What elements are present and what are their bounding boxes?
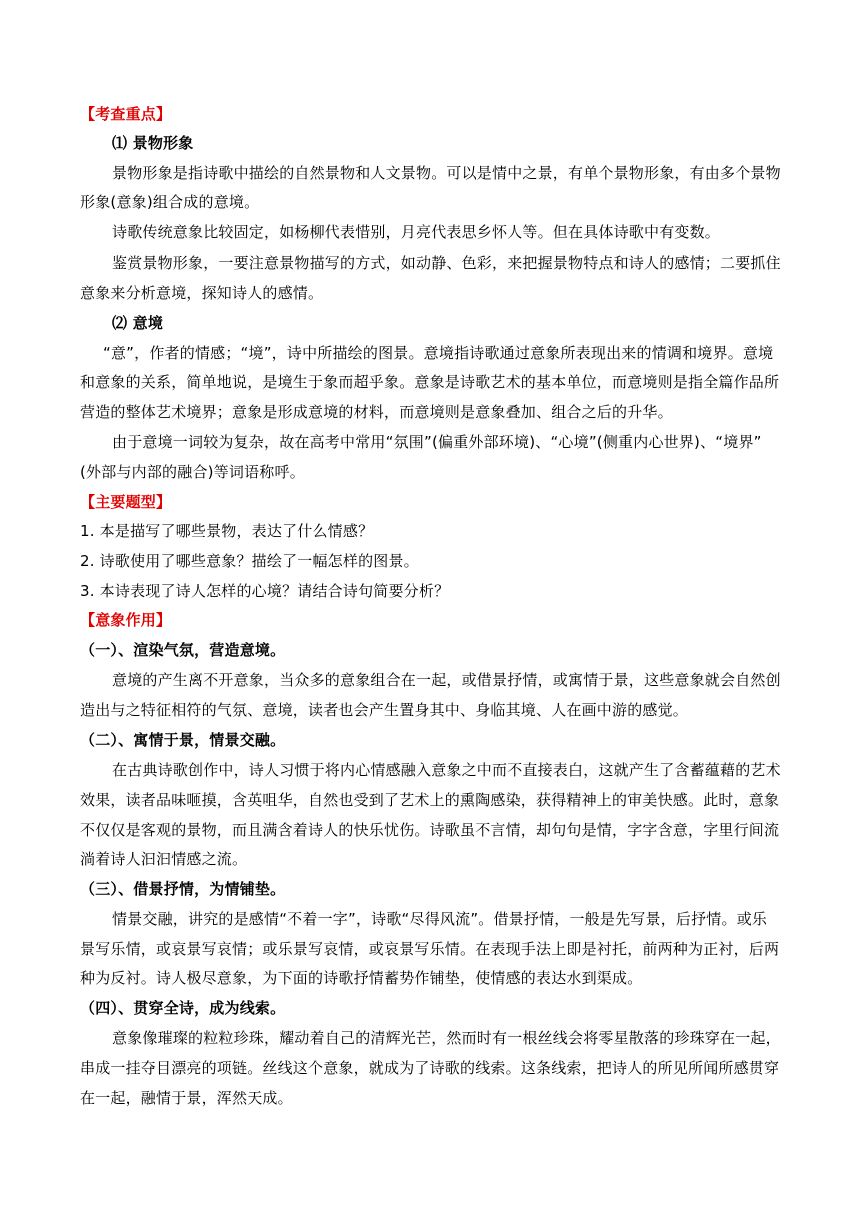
paragraph-line: 在一起，融情于景，浑然天成。 bbox=[80, 1089, 293, 1107]
function-title-2: （二）、寓情于景，情景交融。 bbox=[80, 731, 286, 749]
paragraph-line: 和意象的关系，简单地说，是境生于象而超乎象。意象是诗歌艺术的基本单位，而意境则是指全篇作品所 bbox=[80, 373, 780, 391]
paragraph-line: 造出与之特征相符的气氛、意境，读者也会产生置身其中、身临其境、人在画中游的感觉。 bbox=[80, 701, 689, 719]
paragraph-line: (外部与内部的融合)等词语称呼。 bbox=[80, 463, 305, 481]
subheading-scenery-image: ⑴ 景物形象 bbox=[112, 134, 194, 152]
paragraph-line: 不仅仅是客观的景物，而且满含着诗人的快乐忧伤。诗歌虽不言情，却句句是情，字字含意，字里行间流 bbox=[80, 821, 780, 839]
paragraph-line: 鉴赏景物形象，一要注意景物描写的方式，如动静、色彩，来把握景物特点和诗人的感情；二要抓住 bbox=[112, 254, 781, 272]
paragraph-line: 诗歌传统意象比较固定，如杨柳代表惜别，月亮代表思乡怀人等。但在具体诗歌中有变数。 bbox=[112, 223, 721, 241]
paragraph-line: 景物形象是指诗歌中描绘的自然景物和人文景物。可以是情中之景，有单个景物形象，有由多个景物 bbox=[112, 164, 781, 182]
subheading-artistic-conception: ⑵ 意境 bbox=[112, 314, 164, 332]
paragraph-line: 种为反衬。诗人极尽意象，为下面的诗歌抒情蓄势作铺垫，使情感的表达水到渠成。 bbox=[80, 969, 643, 987]
paragraph-line: 在古典诗歌创作中，诗人习惯于将内心情感融入意象之中而不直接表白，这就产生了含蓄蕴藉的艺术 bbox=[112, 761, 781, 779]
section-heading-question-types: 【主要题型】 bbox=[80, 493, 172, 511]
section-heading-functions: 【意象作用】 bbox=[80, 611, 172, 629]
question-item: 1. 本是描写了哪些景物，表达了什么情感？ bbox=[80, 522, 374, 540]
paragraph-line: 淌着诗人汩汩情感之流。 bbox=[80, 850, 248, 868]
paragraph-line: 情景交融，讲究的是感情“不着一字”，诗歌“尽得风流”。借景抒情，一般是先写景，后抒情。或乐 bbox=[112, 910, 768, 928]
function-title-4: （四）、贯穿全诗，成为线索。 bbox=[80, 999, 286, 1017]
paragraph-line: 效果，读者品味咂摸，含英咀华，自然也受到了艺术上的熏陶感染，获得精神上的审美快感。此时，意象 bbox=[80, 791, 780, 809]
paragraph-line: 由于意境一词较为复杂，故在高考中常用“氛围”(偏重外部环境)、“心境”(侧重内心世界)、“境界” bbox=[112, 433, 762, 451]
function-title-1: （一）、渲染气氛，营造意境。 bbox=[80, 641, 286, 659]
paragraph-line: 串成一挂夺目漂亮的项链。丝线这个意象，就成为了诗歌的线索。这条线索，把诗人的所见所闻所感贯穿 bbox=[80, 1059, 780, 1077]
section-heading-key-points: 【考查重点】 bbox=[80, 105, 172, 123]
paragraph-line: 营造的整体艺术境界；意象是形成意境的材料，而意境则是意象叠加、组合之后的升华。 bbox=[80, 403, 673, 421]
paragraph-line: 形象(意象)组合成的意境。 bbox=[80, 193, 260, 211]
question-item: 3. 本诗表现了诗人怎样的心境？请结合诗句简要分析？ bbox=[80, 582, 450, 600]
paragraph-line: “意”，作者的情感；“境”，诗中所描绘的图景。意境指诗歌通过意象所表现出来的情调和境界。意境 bbox=[103, 344, 774, 362]
paragraph-line: 意象来分析意境，探知诗人的感情。 bbox=[80, 284, 324, 302]
function-title-3: （三）、借景抒情，为情铺垫。 bbox=[80, 880, 286, 898]
paragraph-line: 景写乐情，或哀景写哀情；或乐景写哀情，或哀景写乐情。在表现手法上即是衬托，前两种为正衬，后两 bbox=[80, 940, 780, 958]
question-item: 2. 诗歌使用了哪些意象？描绘了一幅怎样的图景。 bbox=[80, 552, 419, 570]
paragraph-line: 意象像璀璨的粒粒珍珠，耀动着自己的清辉光芒，然而时有一根丝线会将零星散落的珍珠穿在一起， bbox=[112, 1029, 781, 1047]
paragraph-line: 意境的产生离不开意象，当众多的意象组合在一起，或借景抒情，或寓情于景，这些意象就会自然创 bbox=[112, 671, 781, 689]
